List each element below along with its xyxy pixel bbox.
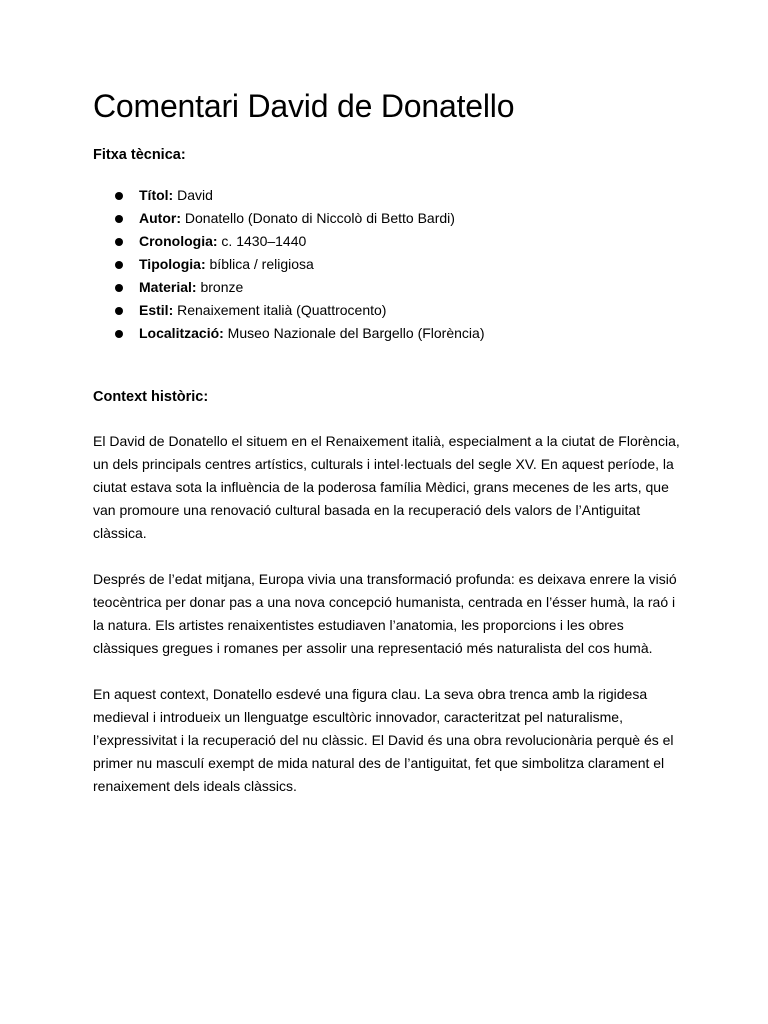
fitxa-item-value: Museo Nazionale del Bargello (Florència)	[223, 325, 485, 341]
fitxa-item-value: Donatello (Donato di Niccolò di Betto Bardi)	[181, 210, 455, 226]
fitxa-item-titol	[115, 184, 688, 207]
bullet-icon	[115, 238, 123, 246]
fitxa-tecnica-list	[93, 184, 688, 345]
bullet-icon	[115, 284, 123, 292]
context-historic-heading: Context històric:	[93, 389, 209, 405]
bullet-icon	[115, 261, 123, 269]
fitxa-tecnica-heading: Fitxa tècnica:	[93, 147, 186, 163]
fitxa-item-label: Localització:	[139, 325, 224, 341]
bullet-icon	[115, 330, 123, 338]
fitxa-item-label: Estil:	[139, 302, 174, 318]
fitxa-item-cronologia	[115, 230, 688, 253]
fitxa-item-label: Autor:	[139, 210, 181, 226]
bullet-icon	[115, 307, 123, 315]
fitxa-item-label: Títol:	[139, 187, 174, 203]
fitxa-item-value: bíblica / religiosa	[205, 256, 314, 272]
bullet-icon	[115, 192, 123, 200]
fitxa-item-label: Material:	[139, 279, 197, 295]
document-title: Comentari David de Donatello	[93, 88, 515, 124]
context-paragraph: El David de Donatello el situem en el Renaixement italià, especialment a la ciutat de Florència, un dels principals centres artístics, culturals i intel·lectuals del segle XV. En aquest període, la ciutat estava sota la influència de la poderosa família Mèdici, grans mecenes de les arts, que van promoure una renovació cultural basada en la recuperació dels valors de l’Antiguitat clàssica.	[93, 433, 680, 541]
fitxa-item-tipologia	[115, 253, 688, 276]
fitxa-item-autor	[115, 207, 688, 230]
fitxa-item-localitzacio	[115, 322, 688, 345]
fitxa-item-value: c. 1430–1440	[217, 233, 307, 249]
context-paragraph: Després de l’edat mitjana, Europa vivia una transformació profunda: es deixava enrere la visió teocèntrica per donar pas a una nova concepció humanista, centrada en l’ésser humà, la raó i la natura. Els artistes renaixentistes estudiaven l’anatomia, les proporcions i les obres clàssiques gregues i romanes per assolir una representació més naturalista del cos humà.	[93, 571, 677, 656]
fitxa-item-estil	[115, 299, 688, 322]
fitxa-item-label: Tipologia:	[139, 256, 206, 272]
fitxa-item-value: Renaixement italià (Quattrocento)	[173, 302, 387, 318]
fitxa-item-value: bronze	[196, 279, 244, 295]
fitxa-item-value: David	[173, 187, 213, 203]
context-paragraph: En aquest context, Donatello esdevé una figura clau. La seva obra trenca amb la rigidesa medieval i introdueix un llenguatge escultòric innovador, caracteritzat pel naturalisme, l’expressivitat i la recuperació del nu clàssic. El David és una obra revolucionària perquè és el primer nu masculí exempt de mida natural des de l’antiguitat, fet que simbolitza clarament el renaixement dels ideals clàssics.	[93, 686, 674, 794]
bullet-icon	[115, 215, 123, 223]
fitxa-item-material	[115, 276, 688, 299]
fitxa-item-label: Cronologia:	[139, 233, 218, 249]
